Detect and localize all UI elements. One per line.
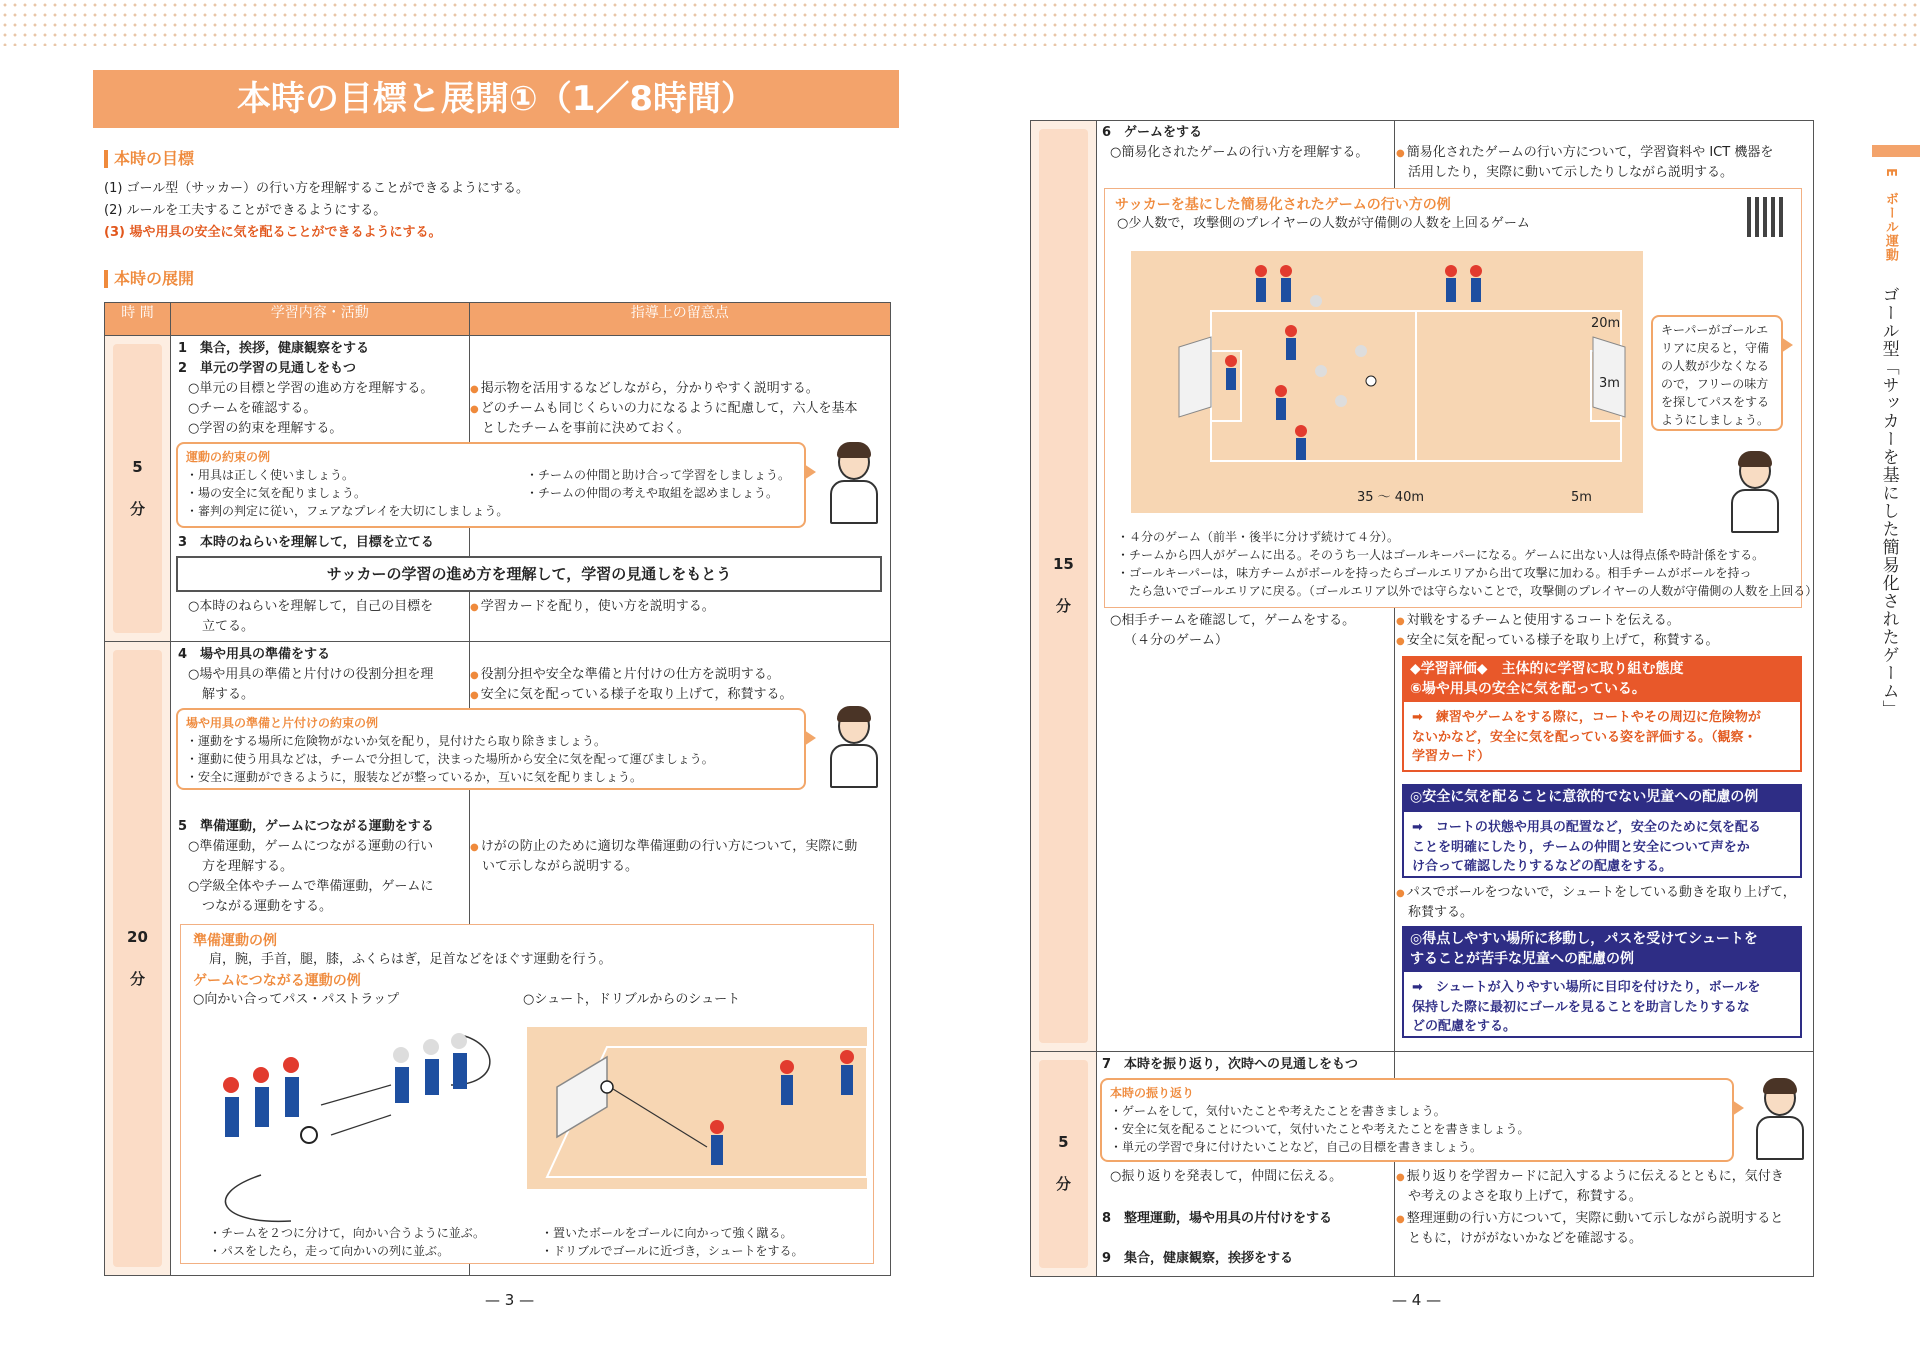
time-unit: 分 (1055, 597, 1071, 615)
pass-drill-illustration (201, 1025, 511, 1225)
time-value: 5 (132, 457, 143, 476)
note: ● 簡易化されたゲームの行い方について，学習資料や ICT 機器を (1396, 144, 1773, 163)
note: ● 対戦をするチームと使用するコートを伝える。 (1396, 612, 1680, 631)
side-label-unit: ゴール型「サッカーを基にした簡易化されたゲーム」 (1878, 286, 1899, 718)
step-4: 4 場や用具の準備をする (178, 647, 331, 662)
game-rules-box (1104, 188, 1818, 608)
callout-item: ・安全に気を配ることについて，気付いたことや考えたことを書きましょう。 (1110, 1122, 1530, 1136)
step-3: 3 本時のねらいを理解して，目標を立てる (178, 535, 434, 550)
game-rule: ・４分のゲーム（前半・後半に分けず続けて４分）。 (1117, 530, 1400, 544)
note: ● 整理運動の行い方について，実際に動いて示しながら説明すると (1396, 1210, 1783, 1229)
callout-title: 運動の約束の例 (186, 450, 271, 464)
goal-3: (3) 場や用具の安全に気を配ることができるようにする。 (104, 225, 442, 240)
game-box-subtitle: ○少人数で，攻撃側のプレイヤーの人数が守備側の人数を上回るゲーム (1117, 216, 1530, 231)
side-tab-marker (1872, 145, 1920, 157)
care-line: どの配慮をする。 (1412, 1019, 1517, 1034)
step-2-item: ○学習の約束を理解する。 (188, 421, 343, 436)
shooting-court (527, 1027, 867, 1189)
rules-callout (176, 442, 806, 528)
dim-length: 35 ～ 40m (1357, 490, 1425, 505)
step-6-item-cont: （４分のゲーム） (1124, 633, 1229, 648)
speech-line: リアに戻ると，守備 (1661, 341, 1770, 355)
time-unit: 分 (129, 499, 145, 518)
teacher-illustration (826, 708, 882, 788)
care-line: ことを明確にしたり，チームの仲間と安全について声をか (1412, 839, 1750, 855)
warmup-title: 準備運動の例 (193, 933, 277, 949)
warmup-figure-box (180, 924, 874, 1264)
step-6-item: ○簡易化されたゲームの行い方を理解する。 (1110, 145, 1369, 160)
care-line: 保持した際に最初にゴールを見ることを助言したりするな (1412, 999, 1750, 1015)
callout-item: ・運動に使う用具などは，チームで分担して，決まった場所から安全に気を配って運びましょう。 (186, 752, 714, 766)
note: ● 役割分担や安全な準備と片付けの仕方を説明する。 (470, 666, 780, 685)
callout-item: ・単元の学習で身に付けたいことなど，自己の目標を書きましょう。 (1110, 1140, 1483, 1154)
eval-title: ◆学習評価◆ 主体的に学習に取り組む態度 (1410, 661, 1684, 677)
time-cell-block1 (105, 336, 171, 642)
drill-a-note: ・チームを２つに分けて，向かい合うように並ぶ。 (209, 1226, 486, 1240)
note: ● けがの防止のために適切な準備運動の行い方について，実際に動 (470, 838, 857, 857)
note-cont: ともに，けががないかなどを確認する。 (1408, 1231, 1643, 1246)
callout-item: ・チームの仲間の考えや取組を認めましょう。 (526, 486, 779, 500)
note-cont: いて示しながら説明する。 (482, 859, 639, 874)
note: ● 振り返りを学習カードに記入するように伝えるとともに，気付き (1396, 1168, 1784, 1187)
callout-item: ・場の安全に気を配りましょう。 (186, 486, 367, 500)
dim-width: 20m (1591, 316, 1621, 331)
dim-goal-area: 3m (1599, 376, 1620, 391)
teacher-illustration (1752, 1080, 1808, 1160)
step-5-item-cont: 方を理解する。 (202, 859, 294, 874)
callout-title: 場や用具の準備と片付けの約束の例 (186, 716, 379, 730)
note: ● 安全に気を配っている様子を取り上げて，称賛する。 (1396, 632, 1718, 651)
callout-item: ・ゲームをして，気付いたことや考えたことを書きましょう。 (1110, 1104, 1446, 1118)
step-7: 7 本時を振り返り，次時への見通しをもつ (1102, 1057, 1359, 1072)
eval-line: ないかなど，安全に気を配っている姿を評価する。（観察・ (1412, 729, 1757, 745)
teacher-speech-bubble (1651, 315, 1783, 431)
dim-goal-depth: 5m (1571, 490, 1592, 505)
care-line: け合って確認したりするなどの配慮をする。 (1412, 859, 1673, 874)
time-value: 15 (1052, 555, 1074, 574)
teacher-illustration (1727, 453, 1783, 533)
dotted-header-band (0, 0, 1920, 46)
game-court-diagram (1131, 251, 1643, 513)
callout-item: ・安全に運動ができるように，服装などが整っているか，互いに気を配りましょう。 (186, 770, 643, 784)
lesson-aim: サッカーの学習の進め方を理解して，学習の見通しをもとう (176, 556, 882, 592)
page-number: — 4 — (1392, 1291, 1442, 1309)
step-4-item-cont: 解する。 (202, 687, 255, 702)
note: ● 学習カードを配り，使い方を説明する。 (470, 598, 715, 617)
game-drill-title: ゲームにつながる運動の例 (193, 973, 361, 989)
care-line: ➡ シュートが入りやすい場所に目印を付けたり，ボールを (1412, 980, 1761, 995)
note-cont: としたチームを事前に決めておく。 (482, 421, 690, 436)
step-4-item: ○場や用具の準備と片付けの役割分担を理 (188, 667, 434, 682)
eval-line: 学習カード） (1412, 749, 1491, 764)
eval-line: ➡ 練習やゲームをする際に，コートやその周辺に危険物が (1412, 710, 1761, 725)
game-rule: ・チームから四人がゲームに出る。そのうち一人はゴールキーパーになる。ゲームに出ない人は得点係や時計係をする。 (1117, 548, 1765, 562)
note: ● 安全に気を配っている様子を取り上げて，称賛する。 (470, 686, 792, 705)
care-header-2 (1402, 926, 1802, 972)
speech-line: ようにしましょう。 (1661, 413, 1770, 427)
care-line: ➡ コートの状態や用具の配置など，安全のために気を配る (1412, 820, 1761, 835)
step-5-item: ○準備運動，ゲームにつながる運動の行い (188, 839, 434, 854)
care-header-1: ◎安全に気を配ることに意欲的でない児童への配慮の例 (1402, 784, 1802, 812)
side-label-category: E ボール運動 (1882, 168, 1898, 262)
care-body-1 (1402, 812, 1802, 878)
time-cell-block4 (1031, 1052, 1097, 1277)
drill-a-note: ・パスをしたら，走って向かいの列に並ぶ。 (209, 1244, 450, 1258)
note-cont: 称賛する。 (1408, 905, 1474, 920)
eval-title: ⑥場や用具の安全に気を配っている。 (1410, 680, 1646, 697)
callout-item: ・用具は正しく使いましょう。 (186, 468, 355, 482)
time-cell-block2 (105, 642, 171, 1276)
step-9: 9 集合，健康観察，挨拶をする (1102, 1251, 1294, 1266)
speech-line: の人数が少なくなる (1661, 359, 1770, 373)
care-title: ◎得点しやすい場所に移動し，パスを受けてシュートを (1410, 931, 1758, 947)
step-6: 6 ゲームをする (1102, 125, 1203, 140)
drill-b-note: ・ドリブルでゴールに近づき，シュートをする。 (541, 1244, 804, 1258)
teacher-illustration (826, 444, 882, 524)
step-3-item-cont: 立てる。 (202, 619, 255, 634)
game-box-title: サッカーを基にした簡易化されたゲームの行い方の例 (1115, 197, 1451, 213)
goal-1: (1) ゴール型（サッカー）の行い方を理解することができるようにする。 (104, 181, 530, 196)
header-time: 時 間 (105, 303, 171, 336)
equipment-callout (176, 708, 806, 790)
page-title: 本時の目標と展開①（1／8時間） (93, 70, 899, 128)
warmup-text: 肩，腕，手首，腿，膝，ふくらはぎ，足首などをほぐす運動を行う。 (209, 952, 612, 967)
step-7-item: ○振り返りを発表して，仲間に伝える。 (1110, 1169, 1343, 1184)
time-unit: 分 (1055, 1175, 1071, 1193)
note: ● 掲示物を活用するなどしながら，分かりやすく説明する。 (470, 380, 819, 399)
game-rule-cont: たら急いでゴールエリアに戻る。（ゴールエリア以外では守らないことで，攻撃側のプレイヤーの人数が守備側の人数を上回る） (1129, 584, 1818, 598)
drill-b-label: ○シュート，ドリブルからのシュート (523, 992, 741, 1007)
care-title: することが苦手な児童への配慮の例 (1410, 950, 1634, 967)
callout-item: ・運動をする場所に危険物がないか気を配り，見付けたら取り除きましょう。 (186, 734, 607, 748)
evaluation-body (1402, 702, 1802, 772)
speech-line: キーパーがゴールエ (1661, 323, 1769, 337)
drill-a-label: ○向かい合ってパス・パストラップ (193, 992, 400, 1007)
evaluation-header (1402, 656, 1802, 702)
step-5: 5 準備運動，ゲームにつながる運動をする (178, 819, 434, 834)
step-8: 8 整理運動，場や用具の片付けをする (1102, 1211, 1333, 1226)
time-cell-block3 (1031, 121, 1097, 1052)
goals-heading: 本時の目標 (104, 150, 194, 168)
note: ● どのチームも同じくらいの力になるように配慮して，六人を基本 (470, 400, 857, 419)
callout-item: ・審判の判定に従い，フェアなプレイを大切にしましょう。 (186, 504, 509, 518)
header-activity: 学習内容・活動 (170, 303, 469, 336)
step-3-item: ○本時のねらいを理解して，自己の目標を (188, 599, 434, 614)
step-2-item: ○単元の目標と学習の進め方を理解する。 (188, 381, 434, 396)
note-cont: や考えのよさを取り上げて，称賛する。 (1408, 1189, 1642, 1204)
goal-2: (2) ルールを工夫することができるようにする。 (104, 203, 387, 218)
plan-heading: 本時の展開 (104, 270, 194, 288)
time-unit: 分 (129, 969, 145, 988)
callout-item: ・チームの仲間と助け合って学習をしましょう。 (526, 468, 791, 482)
step-5-item: ○学級全体やチームで準備運動，ゲームに (188, 879, 434, 894)
reflection-callout (1100, 1078, 1734, 1162)
header-notes: 指導上の留意点 (469, 303, 890, 336)
care-body-2 (1402, 972, 1802, 1038)
note-cont: 活用したり，実際に動いて示したりしながら説明する。 (1408, 165, 1734, 180)
page-number: — 3 — (485, 1291, 535, 1309)
time-value: 5 (1058, 1133, 1069, 1152)
game-rule: ・ゴールキーパーは，味方チームがボールを持ったらゴールエリアから出て攻撃に加わる。相手チームがボールを持っ (1117, 566, 1752, 580)
speech-line: ので，フリーの味方 (1661, 377, 1769, 391)
step-6-item: ○相手チームを確認して，ゲームをする。 (1110, 613, 1356, 628)
step-1: 1 集合，挨拶，健康観察をする (178, 341, 370, 356)
callout-title: 本時の振り返り (1110, 1086, 1195, 1100)
step-2-item: ○チームを確認する。 (188, 401, 317, 416)
time-value: 20 (127, 927, 148, 946)
drill-b-note: ・置いたボールをゴールに向かって強く蹴る。 (541, 1226, 793, 1240)
speech-line: を探してパスをする (1661, 395, 1770, 409)
step-2: 2 単元の学習の見通しをもつ (178, 361, 357, 376)
qr-code-icon (1747, 197, 1787, 237)
step-5-item-cont: つながる運動をする。 (202, 899, 333, 914)
note: ● パスでボールをつないで，シュートをしている動きを取り上げて， (1396, 884, 1796, 903)
